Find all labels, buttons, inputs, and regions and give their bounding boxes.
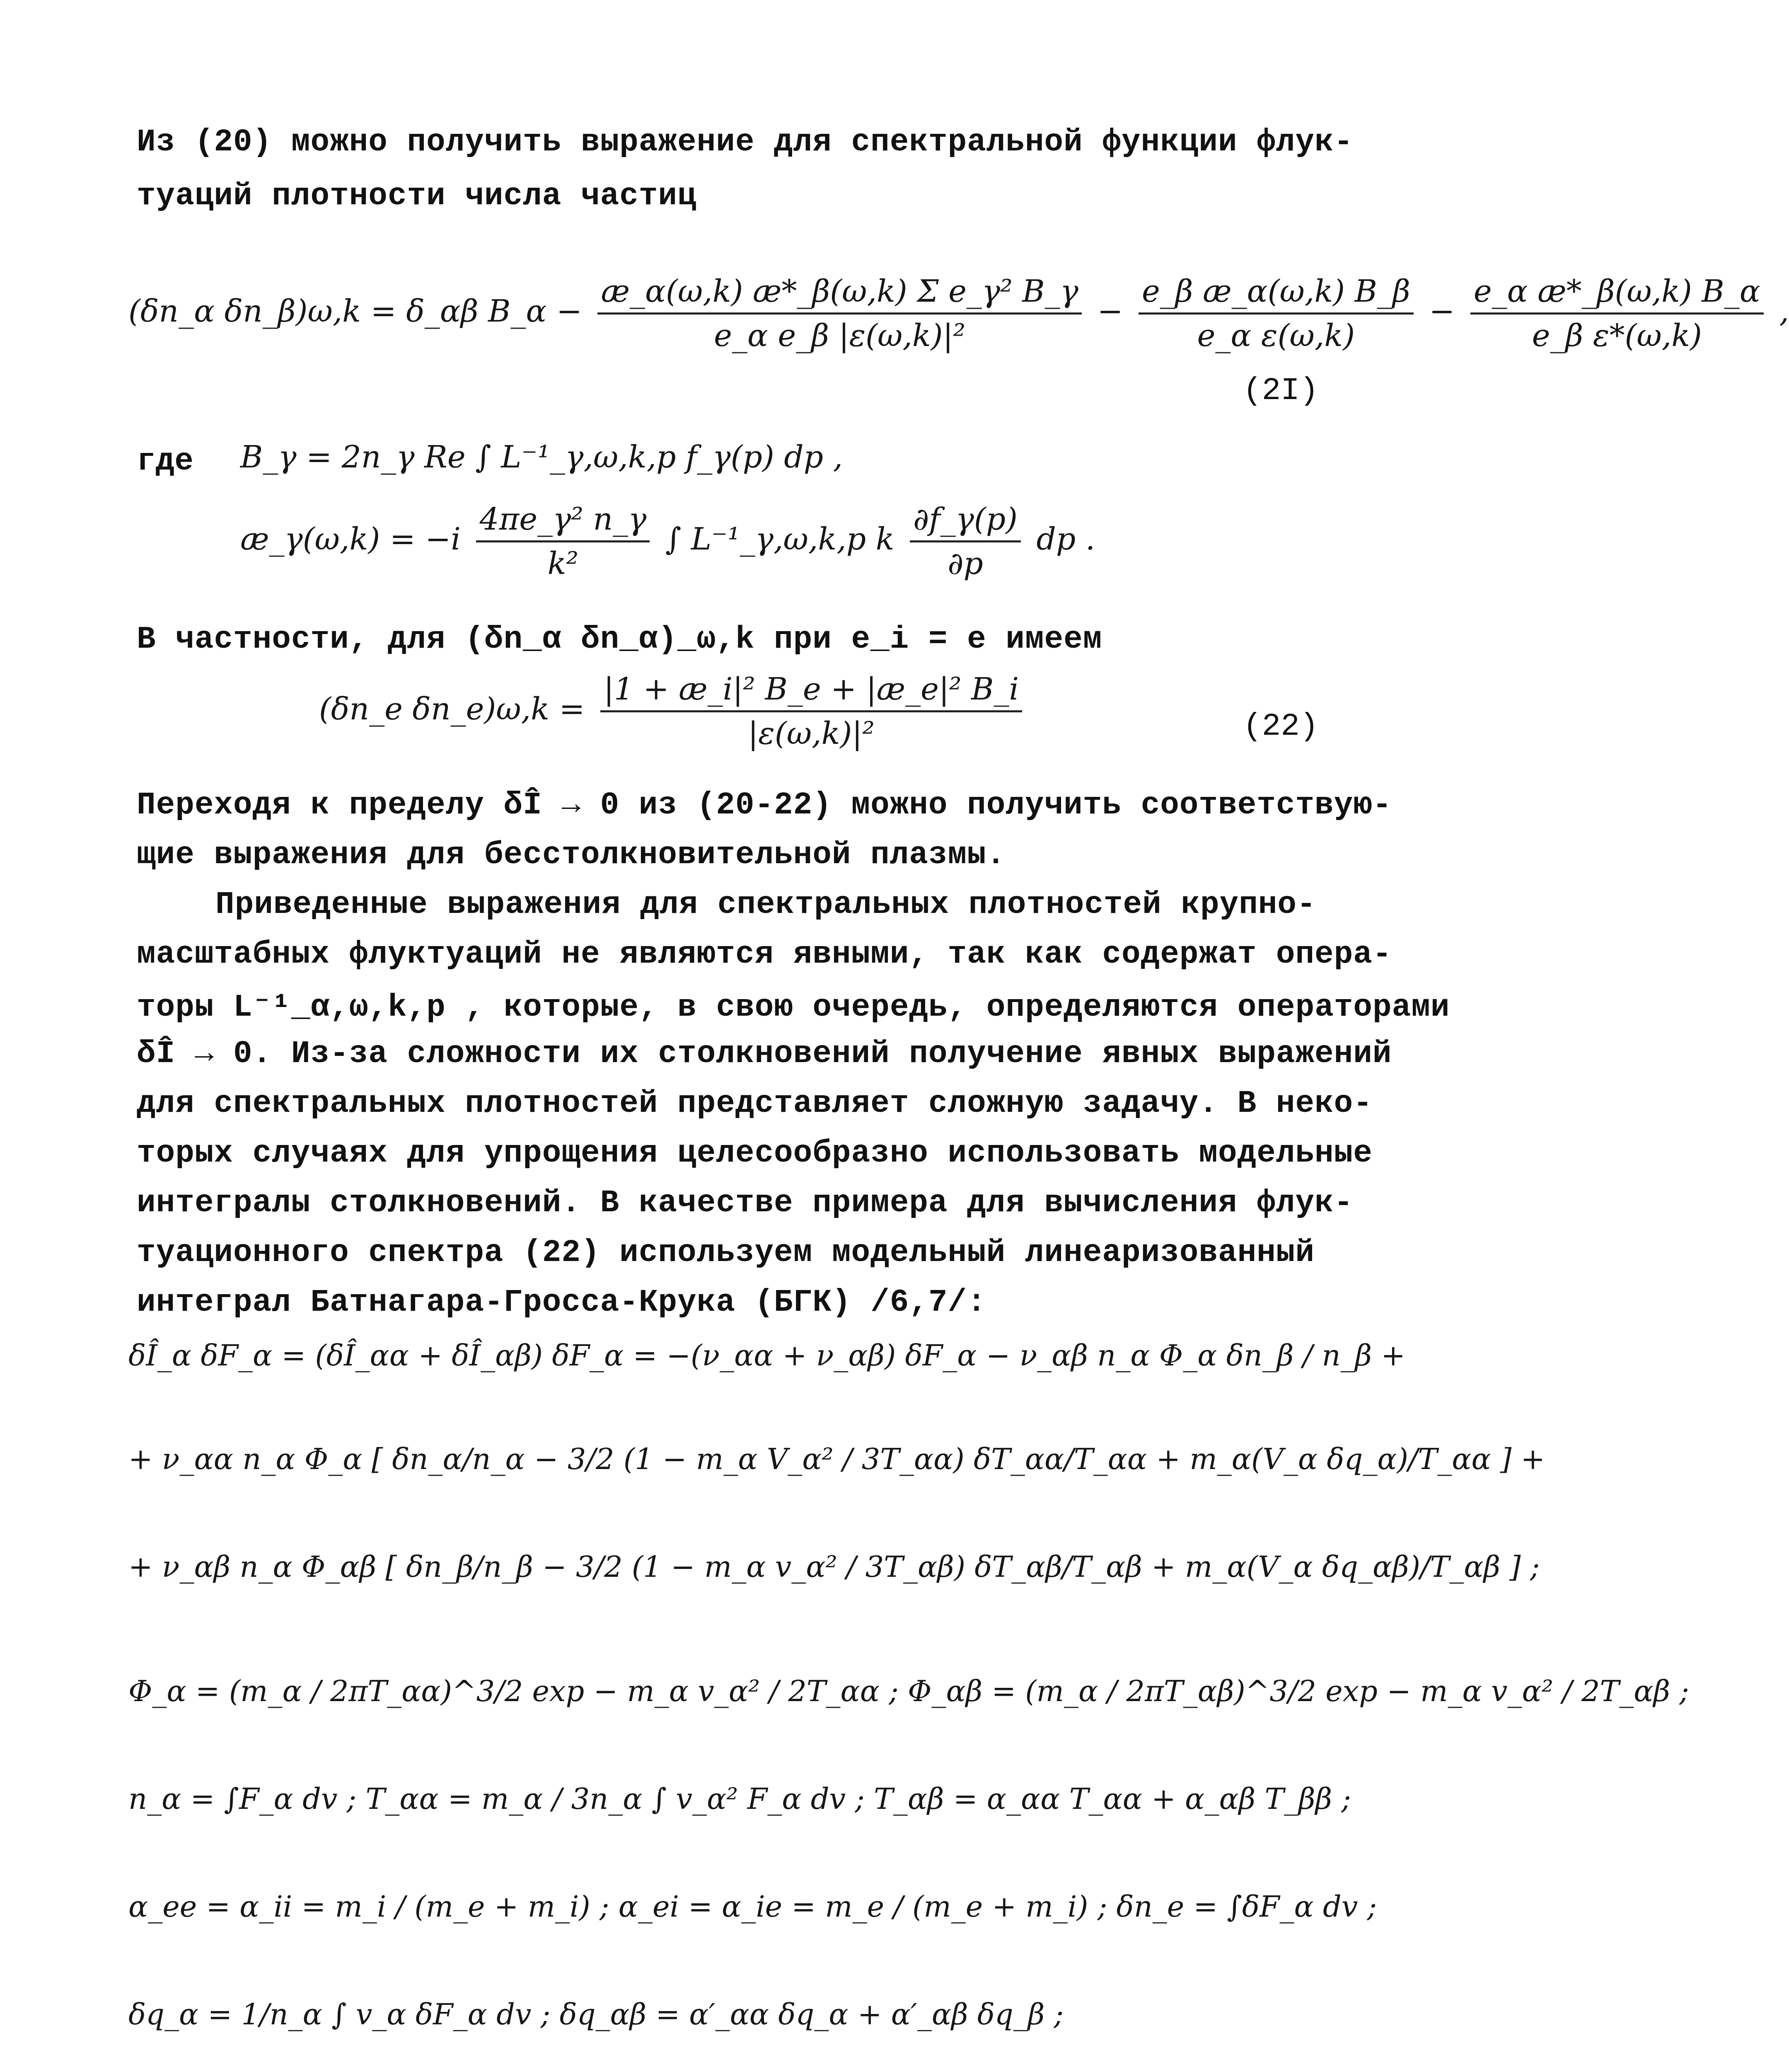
- particular-line: В частности, для (δn_α δn_α)_ω,k при e_i = e имеем: [137, 622, 1102, 657]
- transition-line-1: Переходя к пределу δÎ → 0 из (20-22) можно получить соответствую-: [137, 787, 1392, 823]
- equation-number-21: (2I): [1243, 373, 1319, 409]
- eq22-lhs: (δn_e δn_e)ω,k =: [319, 691, 585, 727]
- discussion-line-4: δÎ → 0. Из-за сложности их столкновений получение явных выражений: [137, 1036, 1392, 1072]
- eq-ae-rhs1: ∫ L⁻¹_γ,ω,k,p k: [665, 521, 894, 557]
- bgk-equation-line-1: δÎ_α δF_α = (δÎ_αα + δÎ_αβ) δF_α = −(ν_αα + ν_αβ) δF_α − ν_αβ n_α Φ_α δn_β / n_β +: [128, 1339, 1405, 1372]
- eq22-frac: [600, 671, 1022, 751]
- equation-ae-gamma: [240, 501, 1095, 581]
- eq21-term1-num: æ_α(ω,k) æ*_β(ω,k) Σ e_γ² B_γ: [597, 274, 1081, 315]
- heat-flux-definitions: δq_α = 1/n_α ∫ v_α δF_α dv ; δq_αβ = α′_αα δq_α + α′_αβ δq_β ;: [128, 1997, 1064, 2031]
- discussion-line-1: Приведенные выражения для спектральных плотностей крупно-: [215, 887, 1316, 922]
- bgk-equation-line-2: + ν_αα n_α Φ_α [ δn_α/n_α − 3/2 (1 − m_α V_α² / 3T_αα) δT_αα/T_αα + m_α(V_α δq_α)/T_αα ] +: [128, 1442, 1545, 1476]
- bgk-equation-line-3: + ν_αβ n_α Φ_αβ [ δn_β/n_β − 3/2 (1 − m_α v_α² / 3T_αβ) δT_αβ/T_αβ + m_α(V_α δq_αβ)/T_αβ ] ;: [128, 1550, 1540, 1584]
- eq-ae-dden: ∂p: [948, 546, 983, 581]
- eq21-term2-den: e_α ε(ω,k): [1197, 318, 1355, 353]
- eq21-term2-num: e_β æ_α(ω,k) B_β: [1139, 274, 1414, 315]
- equation-number-22: (22): [1243, 709, 1319, 744]
- eq22-den: |ε(ω,k)|²: [748, 716, 875, 751]
- discussion-line-2: масштабных флуктуаций не являются явными, так как содержат опера-: [137, 937, 1392, 972]
- discussion-line-3: торы L⁻¹_α,ω,k,p , которые, в свою очередь, определяются операторами: [137, 990, 1450, 1025]
- discussion-line-5: для спектральных плотностей представляет сложную задачу. В неко-: [137, 1086, 1373, 1121]
- where-label: где: [137, 443, 193, 479]
- discussion-line-8: туационного спектра (22) используем модельный линеаризованный: [137, 1235, 1315, 1271]
- discussion-line-6: торых случаях для упрощения целесообразно использовать модельные: [137, 1135, 1373, 1171]
- alpha-definitions: α_ee = α_ii = m_i / (m_e + m_i) ; α_ei = α_ie = m_e / (m_e + m_i) ; δn_e = ∫δF_α dv ;: [128, 1890, 1377, 1924]
- intro-line-2: туаций плотности числа частиц: [137, 178, 697, 214]
- eq-ae-lhs: æ_γ(ω,k) = −i: [240, 521, 461, 557]
- eq21-term2: [1139, 274, 1414, 353]
- equation-b-gamma: B_γ = 2n_γ Re ∫ L⁻¹_γ,ω,k,p f_γ(p) dp ,: [240, 439, 843, 475]
- eq22-num: |1 + æ_i|² B_e + |æ_e|² B_i: [600, 671, 1022, 712]
- eq-ae-num: 4πe_γ² n_γ: [476, 501, 650, 542]
- eq21-term3-den: e_β ε*(ω,k): [1532, 318, 1702, 353]
- discussion-line-9: интеграл Батнагара-Гросса-Крука (БГК) /6,7/:: [137, 1285, 986, 1320]
- eq21-lhs: (δn_α δn_β)ω,k = δ_αβ B_α −: [128, 293, 582, 329]
- eq-ae-rhs2: dp .: [1036, 521, 1095, 557]
- eq21-term3: [1470, 274, 1764, 353]
- moment-definitions: n_α = ∫F_α dv ; T_αα = m_α / 3n_α ∫ v_α² F_α dv ; T_αβ = α_αα T_αα + α_αβ T_ββ ;: [128, 1782, 1351, 1816]
- eq-ae-den: k²: [547, 546, 579, 581]
- intro-line-1: Из (20) можно получить выражение для спектральной функции флук-: [137, 124, 1354, 160]
- eq21-term1: [597, 274, 1081, 353]
- discussion-line-7: интегралы столкновений. В качестве примера для вычисления флук-: [137, 1185, 1354, 1221]
- eq-ae-deriv: [910, 501, 1021, 581]
- equation-21: (δn_α δn_β)ω,k = δ_αβ B_α − $\frac{\text{æ\_α(ω,k) æ*\_β(ω,k) Σ e\_γ² B\_γ}}{\text{e\_α e\_β |ε(ω,k)|²}}$ − $\frac{\text{e\_β æ\_α(ω,k) B\_β}}{\text{e\_α ε(ω,k)}}$ − $\frac{\text{e\_α æ*\_β(ω,k) B\_α}}{\text{e\_β ε*(ω,k)}}$ ,: [128, 274, 1789, 353]
- eq-ae-frac: [476, 501, 650, 581]
- equation-22: [319, 671, 1028, 751]
- eq-ae-dnum: ∂f_γ(p): [910, 501, 1021, 542]
- eq21-term1-den: e_α e_β |ε(ω,k)|²: [714, 318, 966, 353]
- transition-line-2: щие выражения для бесстолкновительной плазмы.: [137, 837, 1006, 873]
- phi-definitions: Φ_α = (m_α / 2πT_αα)^3/2 exp − m_α v_α² / 2T_αα ; Φ_αβ = (m_α / 2πT_αβ)^3/2 exp − m_α v_α² / 2T_αβ ;: [128, 1674, 1689, 1708]
- eq21-term3-num: e_α æ*_β(ω,k) B_α: [1470, 274, 1764, 315]
